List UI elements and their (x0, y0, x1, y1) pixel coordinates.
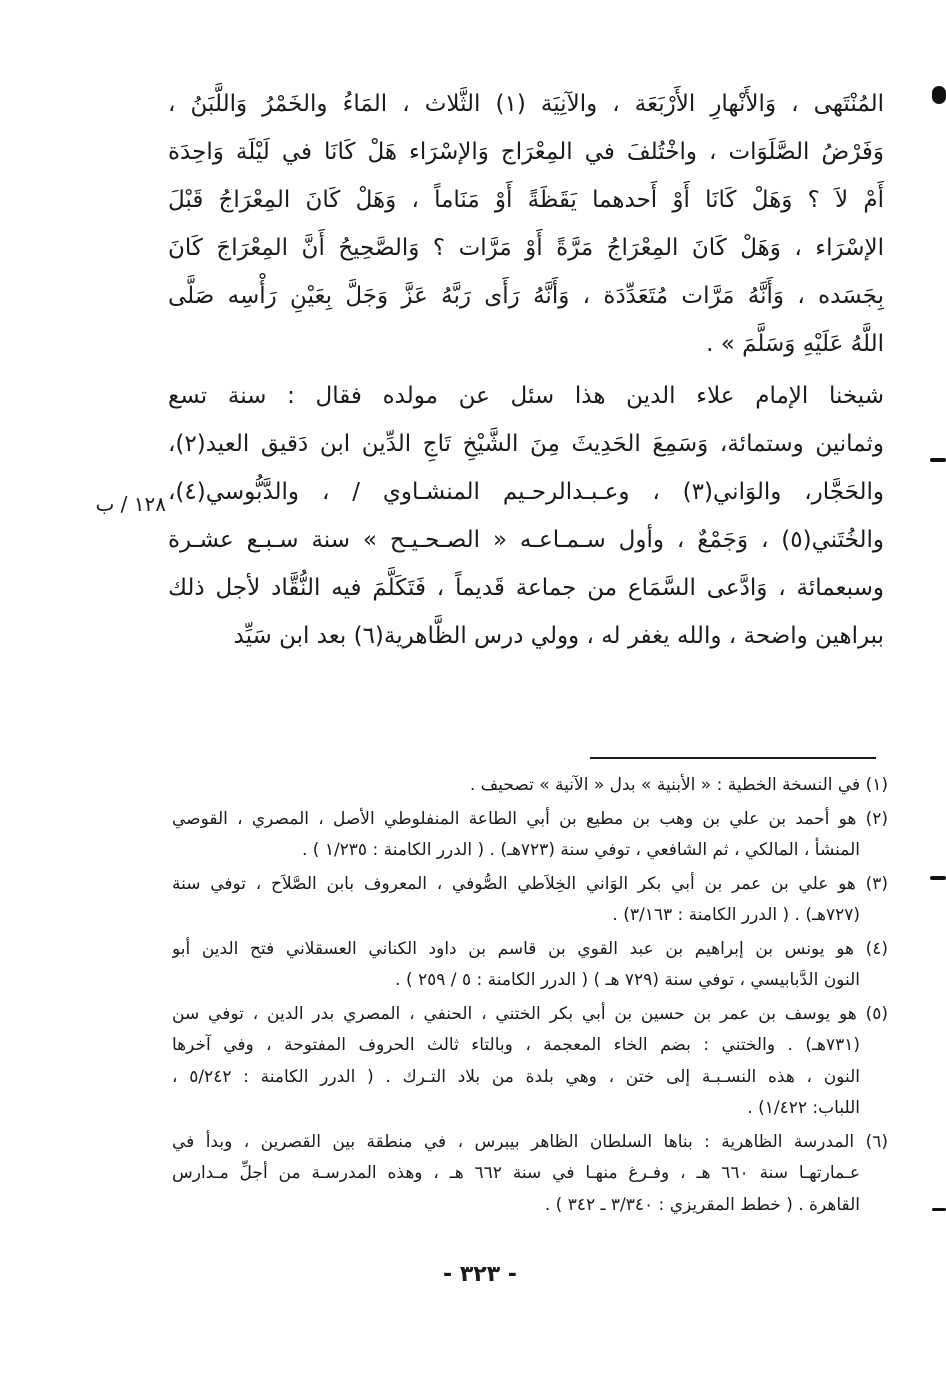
main-text-block (168, 80, 884, 660)
page-number: - ٣٢٣ - (443, 1262, 517, 1287)
scan-edge-mark (930, 876, 946, 880)
footnote-line: (٣) هو علي بن عمر بن أبي بكر الوَاني الخِلاَطي الصُّوفي ، المعروف بابن الصَّلاَح ، توفي سنة (172, 873, 888, 894)
main-text-line: الإسْرَاء ، وَهَلْ كَانَ المِعْرَاجُ مَرَّةً أَوْ مَرَّات ؟ وَالصَّحِيحُ أَنَّ المِعْرَاجَ كَانَ (168, 235, 884, 261)
scan-edge-mark (932, 86, 946, 104)
main-text-line: اللَّهُ عَلَيْهِ وَسَلَّمَ » . (706, 331, 884, 357)
main-text-line: شيخنا الإمام علاء الدين هذا سئل عن مولده فقال : سنة تسع (168, 383, 884, 409)
main-text-line: والخُتَني(٥) ، وَجَمْعٌ ، وأول سـمـاعـه « الصـحـيـح » سنة سـبـع عشـرة (168, 527, 884, 553)
manuscript-folio-marker: ١٢٨ / ب (95, 492, 166, 516)
footnote-line: (٧٢٧هـ) . ( الدرر الكامنة : ٣/١٦٣) . (612, 905, 860, 925)
footnote-line: القاهرة . ( خطط المقريزي : ٣/٣٤٠ ـ ٣٤٢ ) . (544, 1194, 860, 1215)
main-text-line: وثمانين وستمائة، وَسَمِعَ الحَدِيثَ مِنَ الشَّيْخِ تَاجِ الدِّين ابن دَقيق العيد(٢)، (168, 431, 884, 457)
footnote-line: عـمارتهـا سنة ٦٦٠ هـ ، وفـرغ منهـا في سنة ٦٦٢ هـ ، وهذه المدرسـة من أجلِّ مـدارس (172, 1163, 860, 1183)
footnote-line: (٦) المدرسة الظاهرية : بناها السلطان الظاهر بيبرس ، في منطقة بين القصرين ، وبدأ في (172, 1131, 888, 1152)
scan-edge-mark (932, 1208, 946, 1211)
footnote-line: المنشأ ، المالكي ، ثم الشافعي ، توفي سنة (٧٢٣هـ) . ( الدرر الكامنة : ١/٢٣٥ ) . (301, 840, 860, 860)
main-text-line: ببراهين واضحة ، والله يغفر له ، وولي درس الظَّاهرية(٦) بعد ابن سَيِّد (233, 623, 884, 649)
footnote-separator (590, 757, 876, 759)
main-text-line: المُنْتَهى ، وَالأَنْهارِ الأَرْبَعَة ، والآنِيَة (١) الثَّلاث ، المَاءُ والخَمْرُ وَاللَّبَنُ ، (168, 91, 884, 117)
footnote-line: (٤) هو يونس بن إبراهيم بن عبد القوي بن قاسم بن داود الكناني العسقلاني فتح الدين أبو (172, 938, 888, 959)
main-text-line: والحَجَّار، والوَاني(٣) ، وعـبـدالرحـيم المنشـاوي / ، والدَّبُّوسي(٤)، (168, 479, 884, 505)
footnote-line: (٥) هو يوسف بن عمر بن حسين بن أبي بكر الختني ، الحنفي ، المصري بدر الدين ، توفي سن (172, 1003, 888, 1024)
footnote-line: (١) في النسخة الخطية : « الأبنية » بدل « الآنية » تصحيف . (469, 775, 888, 795)
main-text-line: وَفَرْضُ الصَّلَوَات ، واخْتُلفَ في المِعْرَاج وَالإسْرَاء هَلْ كَانَا في لَيْلَة وَاحِدَة (168, 139, 884, 165)
footnote-line: (٧٣١هـ) . والختني : بضم الخاء المعجمة ، وبالتاء ثالث الحروف المفتوحة ، وفي آخرها (172, 1035, 860, 1055)
footnote-line: النون ، هذه النسـبـة إلى ختن ، وهي بلدة من بلاد التـرك . ( الدرر الكامنة : ٥/٢٤٢ ، (172, 1066, 860, 1087)
footnotes-block (172, 770, 888, 1221)
footnote-line: النون الدَّبابيسي ، توفي سنة (٧٢٩ هـ ) ( الدرر الكامنة : ٥ / ٢٥٩ ) . (395, 970, 860, 990)
footnote-line: اللباب: ١/٤٢٢) . (747, 1098, 860, 1118)
main-text-line: بِجَسَده ، وَأَنَّهُ مَرَّات مُتَعَدِّدَة ، وَأَنَّهُ رَأَى رَبَّهُ عَزَّ وَجَلَّ بِعَيْنِ رَأْسِه صَلَّى (168, 283, 884, 309)
scan-edge-mark (930, 458, 946, 462)
main-text-line: أَمْ لاَ ؟ وَهَلْ كَانَا أَوْ أَحدهما يَقَظَةً أَوْ مَنَاماً ، وَهَلْ كَانَ المِعْرَاجُ قَبْلَ (168, 187, 884, 213)
footnote-line: (٢) هو أحمد بن علي بن وهب بن مطيع بن أبي الطاعة المنفلوطي الأصل ، المصري ، القوصي (172, 808, 888, 829)
main-text-line: وسبعمائة ، وَادَّعى السَّمَاع من جماعة قَديماً ، فَتَكَلَّمَ فيه النُّقَّاد لأجل ذلك (168, 575, 884, 601)
